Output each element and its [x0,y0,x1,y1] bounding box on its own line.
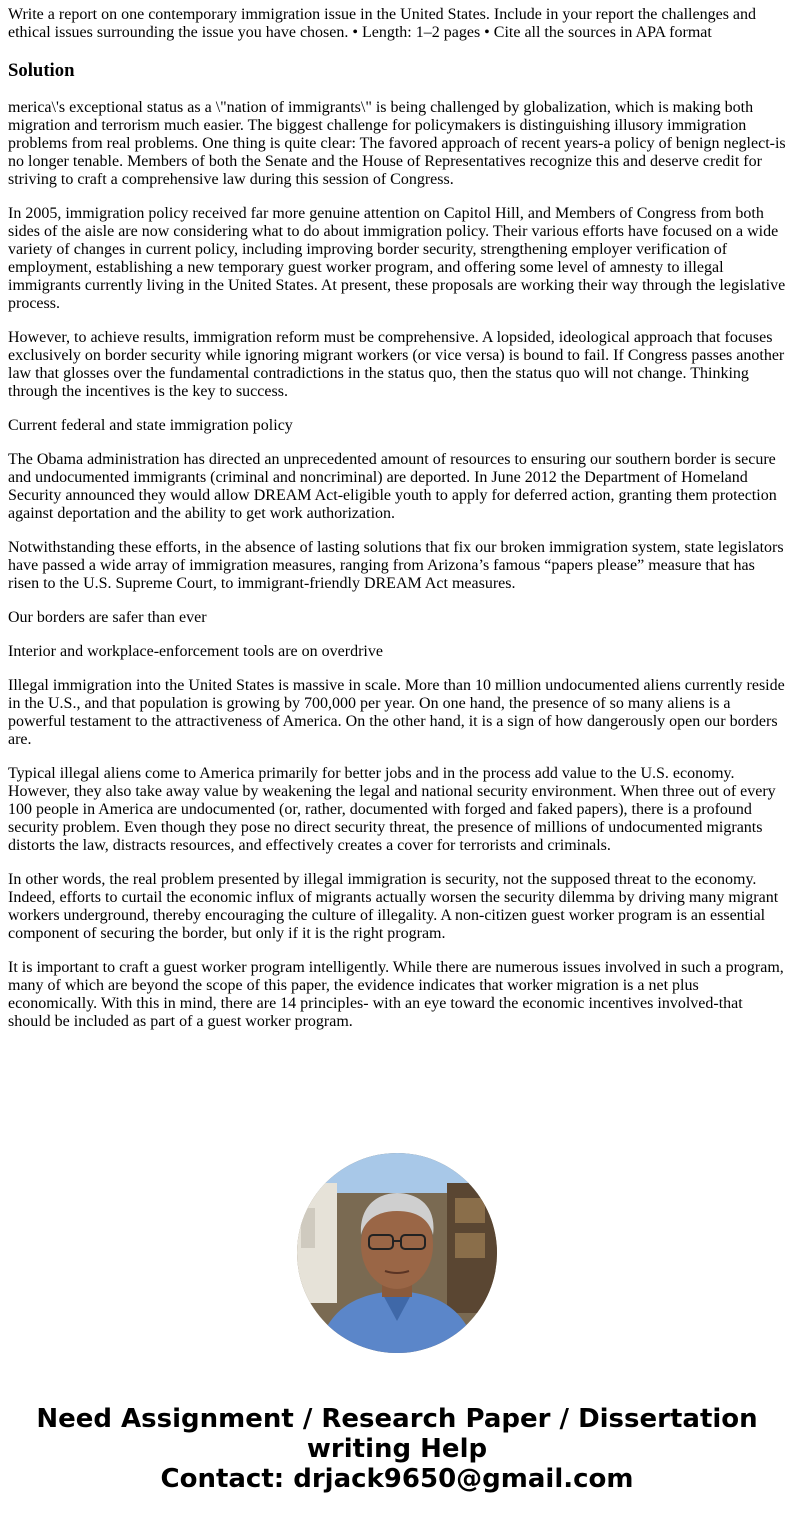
paragraph: Notwithstanding these efforts, in the absence of lasting solutions that fix our broken immigration system, state legislators have passed a wide array of immigration measures, ranging from Arizona’s famous “papers please” measure that has risen to the U.S. Supreme Court, to immigrant-friendly DREAM Act measures. [8,539,784,592]
cta-line: writing Help [306,1434,488,1464]
contact-email: Contact: drjack9650@gmail.com [160,1464,634,1494]
paragraph: In other words, the real problem presented by illegal immigration is security, not the supposed threat to the economy. Indeed, efforts to curtail the economic influx of migrants actually worsen the security dilemma by driving many migrant workers underground, thereby encouraging the culture of illegality. A non-citizen guest worker program is an essential component of securing the border, but only if it is the right program. [8,871,779,942]
paragraph: The Obama administration has directed an unprecedented amount of resources to ensuring our southern border is secure and undocumented immigrants (criminal and noncriminal) are deported. In June 2012 the Department of Homeland Security announced they would allow DREAM Act-eligible youth to apply for deferred action, granting them protection against deportation and the ability to get work authorization. [8,451,777,522]
paragraph: Illegal immigration into the United States is massive in scale. More than 10 million undocumented aliens currently reside in the U.S., and that population is growing by 700,000 per year. On one hand, the presence of so many aliens is a powerful testament to the attractiveness of America. On the other hand, it is a sign of how dangerously open our borders are. [8,677,785,748]
author-photo [297,1153,497,1353]
section-subheading: Interior and workplace-enforcement tools are on overdrive [8,643,383,660]
section-subheading: Current federal and state immigration policy [8,417,293,434]
paragraph: In 2005, immigration policy received far more genuine attention on Capitol Hill, and Members of Congress from both sides of the aisle are now considering what to do about immigration policy. Their various efforts have focused on a wide variety of changes in current policy, including improving border security, strengthening employer verification of employment, establishing a new temporary guest worker program, and offering some level of amnesty to illegal immigrants currently living in the United States. At present, these proposals are working their way through the legislative process. [8,205,786,312]
solution-heading: Solution [8,60,75,81]
paragraph: It is important to craft a guest worker program intelligently. While there are numerous issues involved in such a program, many of which are beyond the scope of this paper, the evidence indicates that worker migration is a net plus economically. With this in mind, there are 14 principles- with an eye toward the economic incentives involved-that should be included as part of a guest worker program. [8,959,784,1030]
contact-banner [0,1404,794,1494]
paragraph: Typical illegal aliens come to America primarily for better jobs and in the process add value to the U.S. economy. However, they also take away value by weakening the legal and national security environment. When three out of every 100 people in America are undocumented (or, rather, documented with forged and faked papers), there is a profound security problem. Even though they pose no direct security threat, the presence of millions of undocumented migrants distorts the law, distracts resources, and effectively creates a cover for terrorists and criminals. [8,765,776,854]
document-body [8,6,788,1047]
paragraph: However, to achieve results, immigration reform must be comprehensive. A lopsided, ideological approach that focuses exclusively on border security while ignoring migrant workers (or vice versa) is bound to fail. If Congress passes another law that glosses over the fundamental contradictions in the status quo, then the status quo will not change. Thinking through the incentives is the key to success. [8,329,785,400]
paragraph: merica\'s exceptional status as a \"nation of immigrants\" is being challenged by globalization, which is making both migration and terrorism much easier. The biggest challenge for policymakers is distinguishing illusory immigration problems from real problems. One thing is quite clear: The favored approach of recent years-a policy of benign neglect-is no longer tenable. Members of both the Senate and the House of Representatives recognize this and deserve credit for striving to craft a comprehensive law during this session of Congress. [8,99,786,188]
question-text: Write a report on one contemporary immigration issue in the United States. Include in your report the challenges and ethical issues surrounding the issue you have chosen. • Length: 1–2 pages • Cite all the sources in APA format [8,6,757,41]
section-subheading: Our borders are safer than ever [8,609,207,626]
author-avatar [297,1153,497,1353]
cta-line: Need Assignment / Research Paper / Dissertation [36,1404,758,1434]
